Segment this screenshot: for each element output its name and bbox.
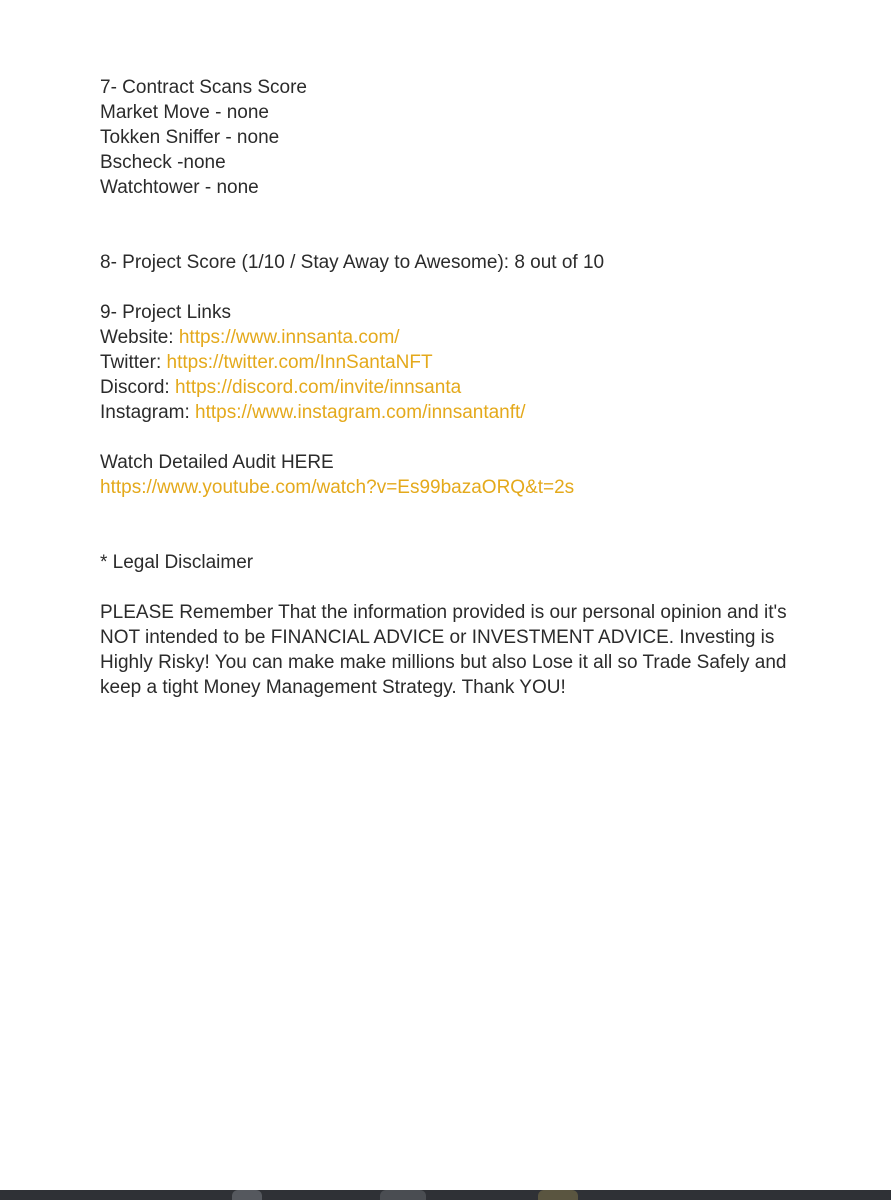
discord-link[interactable]: https://discord.com/invite/innsanta <box>174 377 462 398</box>
partial-shape <box>232 1190 262 1200</box>
scan-item-bscheck: Bscheck -none <box>100 152 226 173</box>
disclaimer-heading: * Legal Disclaimer <box>100 552 254 573</box>
scan-item-token-sniffer: Tokken Sniffer - none <box>100 127 280 148</box>
spacer <box>100 575 800 600</box>
scan-item-watchtower: Watchtower - none <box>100 177 259 198</box>
link-row-instagram <box>100 400 800 425</box>
partial-shape <box>538 1190 578 1200</box>
website-link[interactable]: https://www.innsanta.com/ <box>178 327 400 348</box>
spacer <box>100 200 800 250</box>
youtube-audit-link[interactable]: https://www.youtube.com/watch?v=Es99bazaORQ&t=2s <box>100 477 575 498</box>
scan-item-market-move: Market Move - none <box>100 102 269 123</box>
link-label-website: Website: <box>100 327 179 348</box>
link-row-discord <box>100 375 800 400</box>
link-label-discord: Discord: <box>100 377 175 398</box>
link-row-website <box>100 325 800 350</box>
twitter-link[interactable]: https://twitter.com/InnSantaNFT <box>166 352 433 373</box>
disclaimer-body: PLEASE Remember That the information provided is our personal opinion and it's NOT intended to be FINANCIAL ADVICE or INVESTMENT ADVICE. Investing is Highly Risky! You can make make millions but also Lose it all so Trade Safely and keep a tight Money Management Strategy. Thank YOU! <box>100 602 787 698</box>
instagram-link[interactable]: https://www.instagram.com/innsantanft/ <box>195 402 526 423</box>
spacer <box>100 425 800 450</box>
spacer <box>100 275 800 300</box>
partial-shape <box>380 1190 426 1200</box>
link-label-twitter: Twitter: <box>100 352 167 373</box>
spacer <box>100 500 800 550</box>
section-7-heading: 7- Contract Scans Score <box>100 77 307 98</box>
bottom-window-edge <box>0 1190 891 1200</box>
document-content <box>100 75 800 700</box>
section-8-project-score: 8- Project Score (1/10 / Stay Away to Awesome): 8 out of 10 <box>100 252 605 273</box>
link-label-instagram: Instagram: <box>100 402 196 423</box>
section-9-heading: 9- Project Links <box>100 302 231 323</box>
link-row-twitter <box>100 350 800 375</box>
audit-heading: Watch Detailed Audit HERE <box>100 452 334 473</box>
